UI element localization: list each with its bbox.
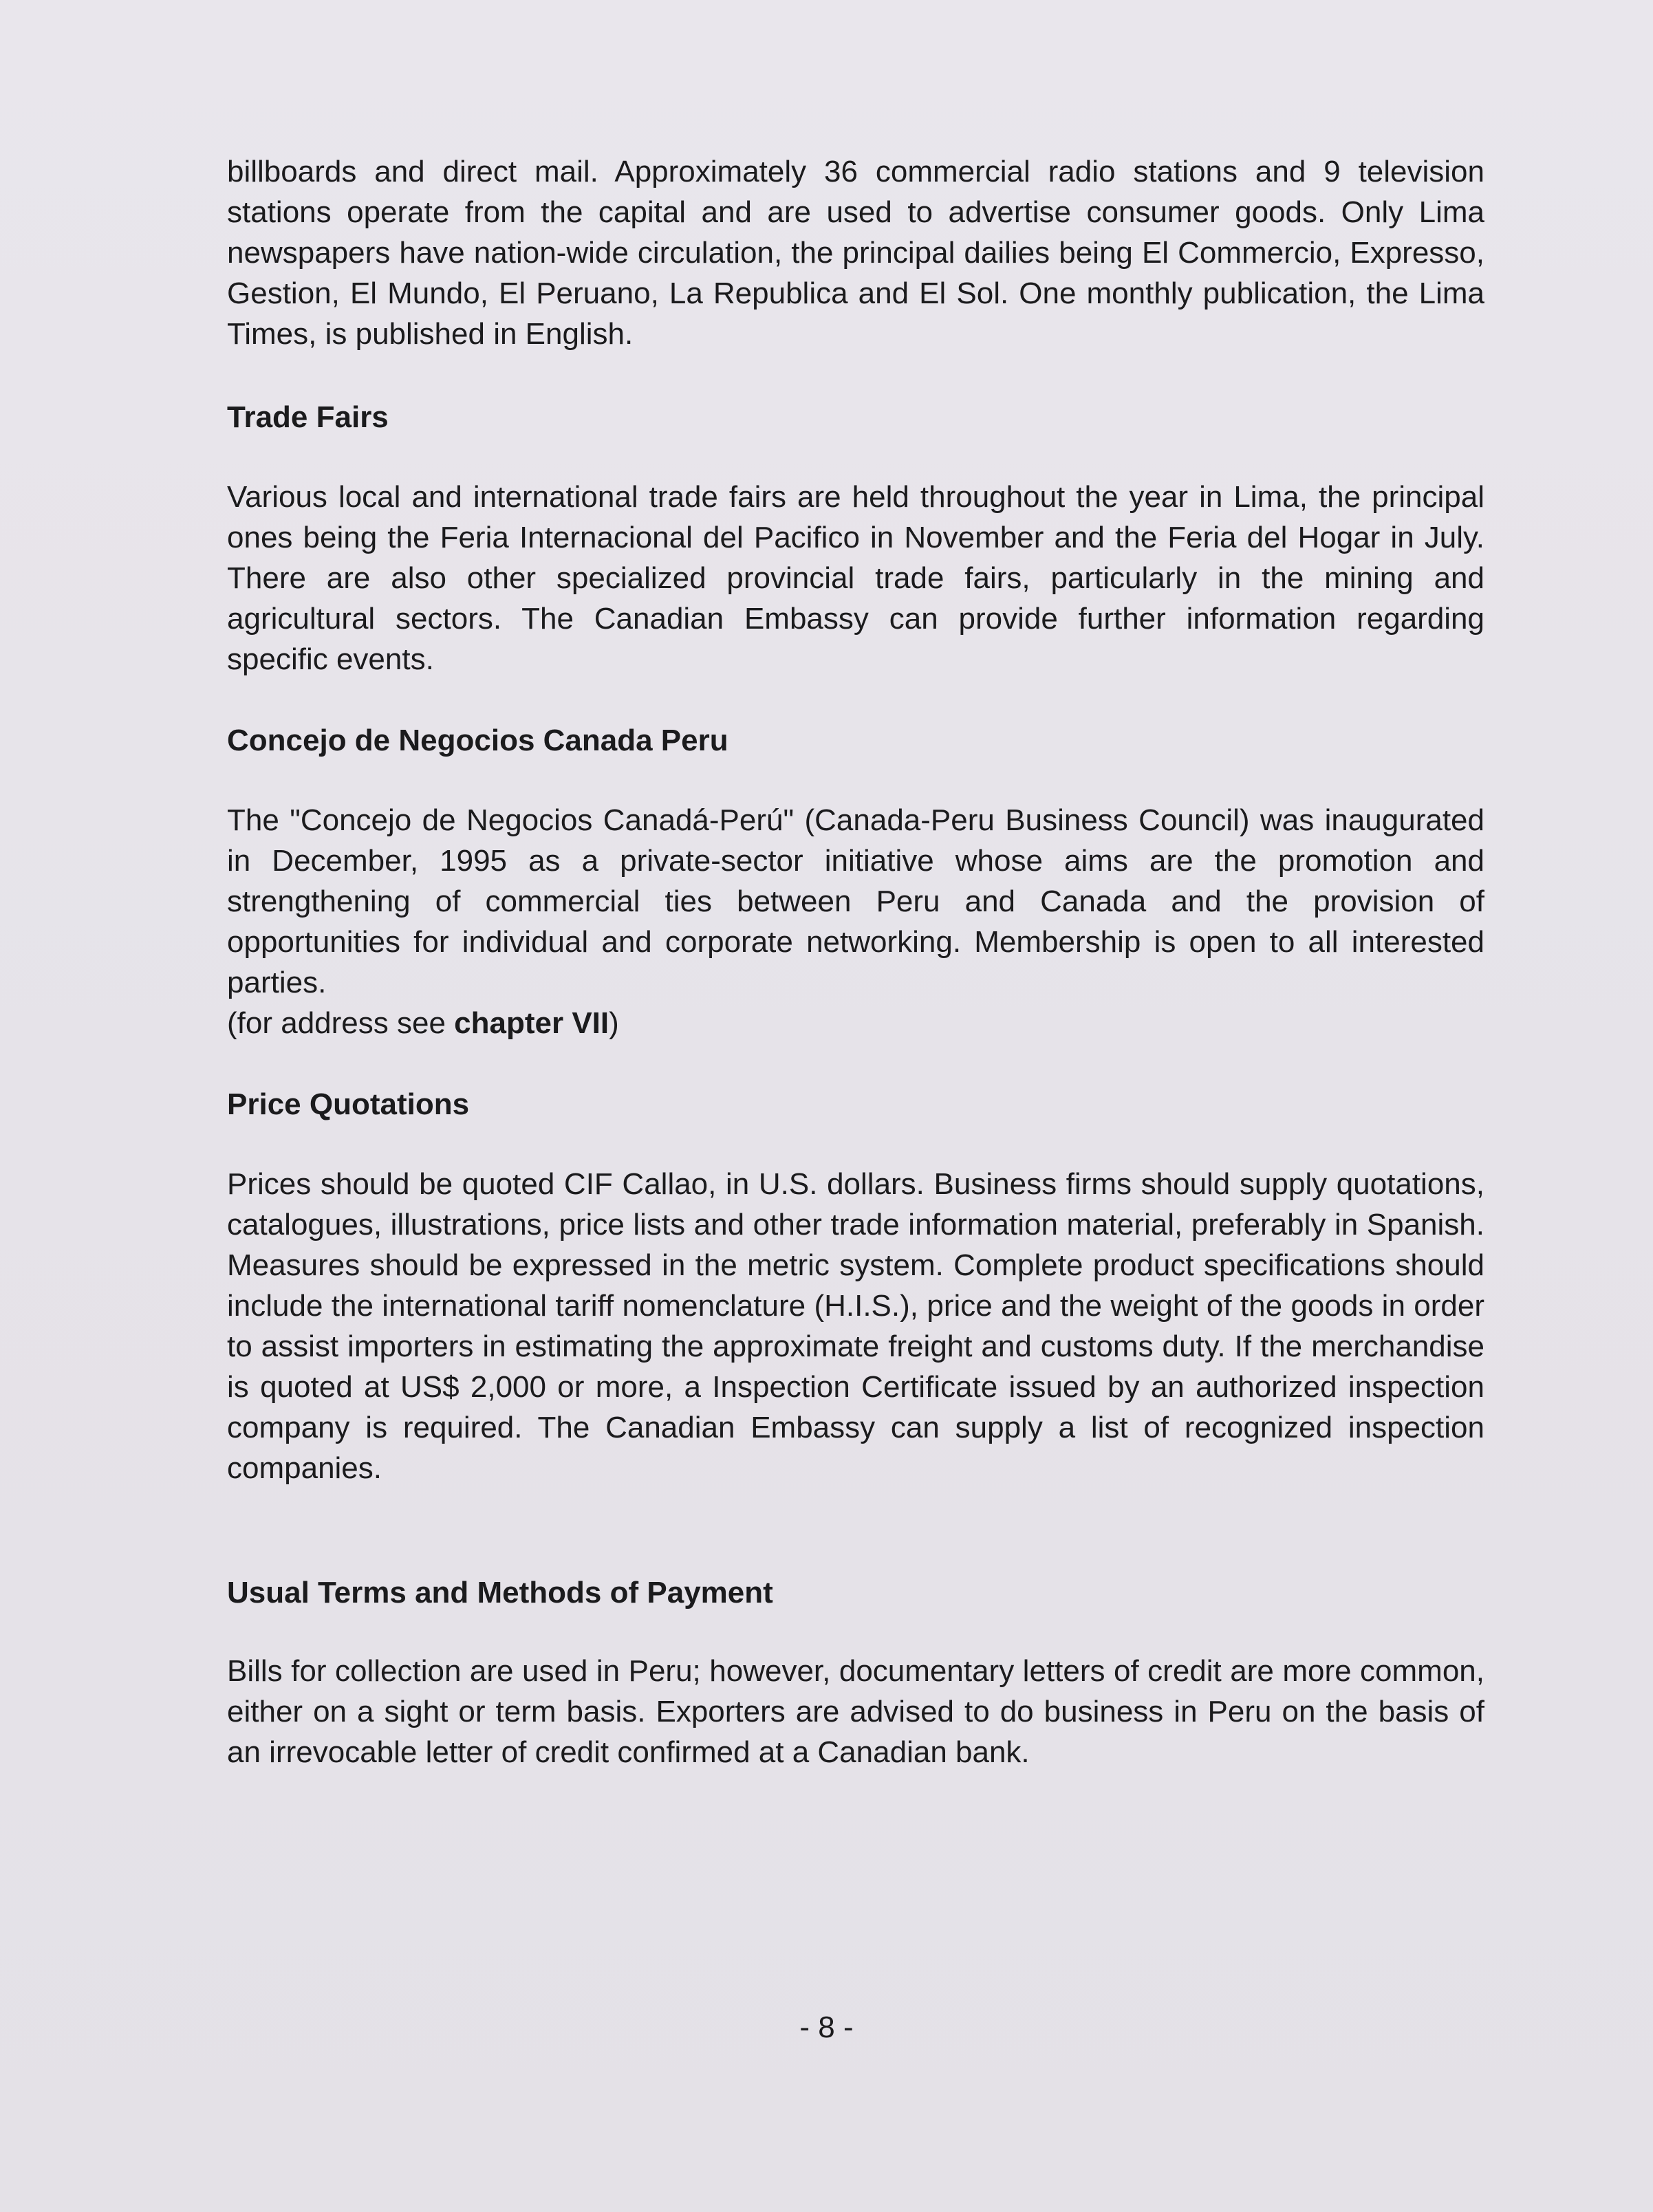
concejo-heading: Concejo de Negocios Canada Peru xyxy=(227,724,728,757)
price-quotations-paragraph: Prices should be quoted CIF Callao, in U.S. dollars. Business firms should supply quotations, catalogues, illustrations, price lists and other trade information material, preferably in Spanish. Measures should be expressed in the metric system. Complete product specifications should include the international tariff nomenclature (H.I.S.), price and the weight of the goods in order to assist importers in estimating the approximate freight and customs duty. If the merchandise is quoted at US$ 2,000 or more, a Inspection Certificate issued by an authorized inspection company is required. The Canadian Embassy can supply a list of recognized inspection companies. xyxy=(227,1167,1484,1485)
trade-fairs-paragraph: Various local and international trade fairs are held throughout the year in Lima, the principal ones being the Feria Internacional del Pacifico in November and the Feria del Hogar in July. There are also other specialized provincial trade fairs, particularly in the mining and agricultural sectors. The Canadian Embassy can provide further information regarding specific events. xyxy=(227,480,1484,676)
address-prefix: (for address see xyxy=(227,1006,455,1040)
payment-terms-paragraph: Bills for collection are used in Peru; however, documentary letters of credit are more common, either on a sight or term basis. Exporters are advised to do business in Peru on the basis of an irrevocable letter of credit confirmed at a Canadian bank. xyxy=(227,1654,1484,1769)
trade-fairs-heading: Trade Fairs xyxy=(227,400,389,434)
concejo-address-note xyxy=(227,1003,1484,1043)
intro-paragraph: billboards and direct mail. Approximately 36 commercial radio stations and 9 television stations operate from the capital and are used to advertise consumer goods. Only Lima newspapers have nation-wide circulation, the principal dailies being El Commercio, Expresso, Gestion, El Mundo, El Peruano, La Republica and El Sol. One monthly publication, the Lima Times, is published in English. xyxy=(227,155,1484,351)
page-number: - 8 - xyxy=(799,2010,854,2044)
payment-terms-heading: Usual Terms and Methods of Payment xyxy=(227,1576,773,1609)
concejo-section xyxy=(227,800,1484,1043)
address-chapter-ref: chapter VII xyxy=(454,1006,609,1040)
concejo-paragraph: The "Concejo de Negocios Canadá-Perú" (Canada-Peru Business Council) was inaugurated in December, 1995 as a private-sector initiative whose aims are the promotion and strengthening of commercial ties between Peru and Canada and the provision of opportunities for individual and corporate networking. Membership is open to all interested parties. xyxy=(227,803,1484,999)
address-suffix: ) xyxy=(609,1006,619,1040)
price-quotations-heading: Price Quotations xyxy=(227,1087,470,1121)
